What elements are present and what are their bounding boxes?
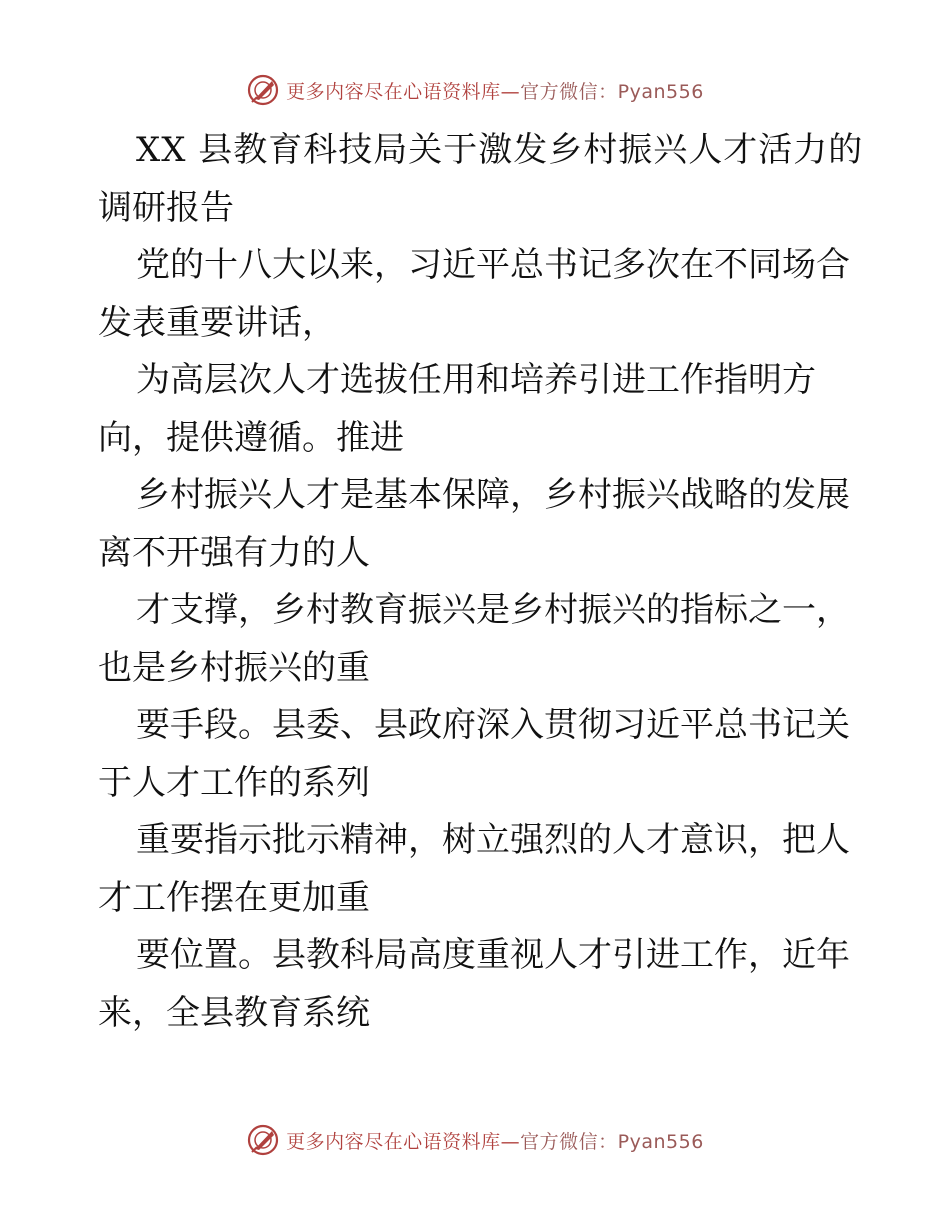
doc-line-13: 重要指示批示精神，树立强烈的人才意识，把人 <box>136 820 850 860</box>
quill-logo-icon <box>246 73 280 107</box>
doc-line-7: 乡村振兴人才是基本保障，乡村振兴战略的发展 <box>136 475 850 515</box>
watermark-separator: — <box>500 1130 521 1153</box>
header-watermark <box>0 70 950 110</box>
doc-line-5: 为高层次人才选拔任用和培养引进工作指明方 <box>136 360 816 400</box>
watermark-site-text: 更多内容尽在心语资料库 <box>286 1130 501 1153</box>
quill-logo-icon <box>246 1123 280 1157</box>
doc-line-16: 来，全县教育系统 <box>98 992 370 1033</box>
doc-line-9: 才支撑，乡村教育振兴是乡村振兴的指标之一， <box>136 590 850 630</box>
doc-line-14: 才工作摆在更加重 <box>98 877 370 918</box>
watermark-text <box>286 1127 704 1154</box>
footer-watermark <box>0 1120 950 1160</box>
doc-line-8: 离不开强有力的人 <box>98 532 370 573</box>
doc-line-1: XX 县教育科技局关于激发乡村振兴人才活力的 <box>136 130 864 170</box>
watermark-text <box>286 77 704 104</box>
watermark-site-text: 更多内容尽在心语资料库 <box>286 80 501 103</box>
doc-line-6: 向，提供遵循。推进 <box>98 417 404 458</box>
doc-line-11: 要手段。县委、县政府深入贯彻习近平总书记关 <box>136 705 850 745</box>
watermark-separator: — <box>500 80 521 103</box>
watermark-wechat-text: 官方微信：Pyan556 <box>520 1130 704 1153</box>
doc-line-15: 要位置。县教科局高度重视人才引进工作，近年 <box>136 935 850 975</box>
doc-line-2: 调研报告 <box>98 187 234 228</box>
document-body <box>98 122 864 1042</box>
doc-line-12: 于人才工作的系列 <box>98 762 370 803</box>
doc-line-4: 发表重要讲话， <box>98 302 336 343</box>
watermark-wechat-text: 官方微信：Pyan556 <box>520 80 704 103</box>
doc-line-3: 党的十八大以来，习近平总书记多次在不同场合 <box>136 245 850 285</box>
doc-line-10: 也是乡村振兴的重 <box>98 647 370 688</box>
